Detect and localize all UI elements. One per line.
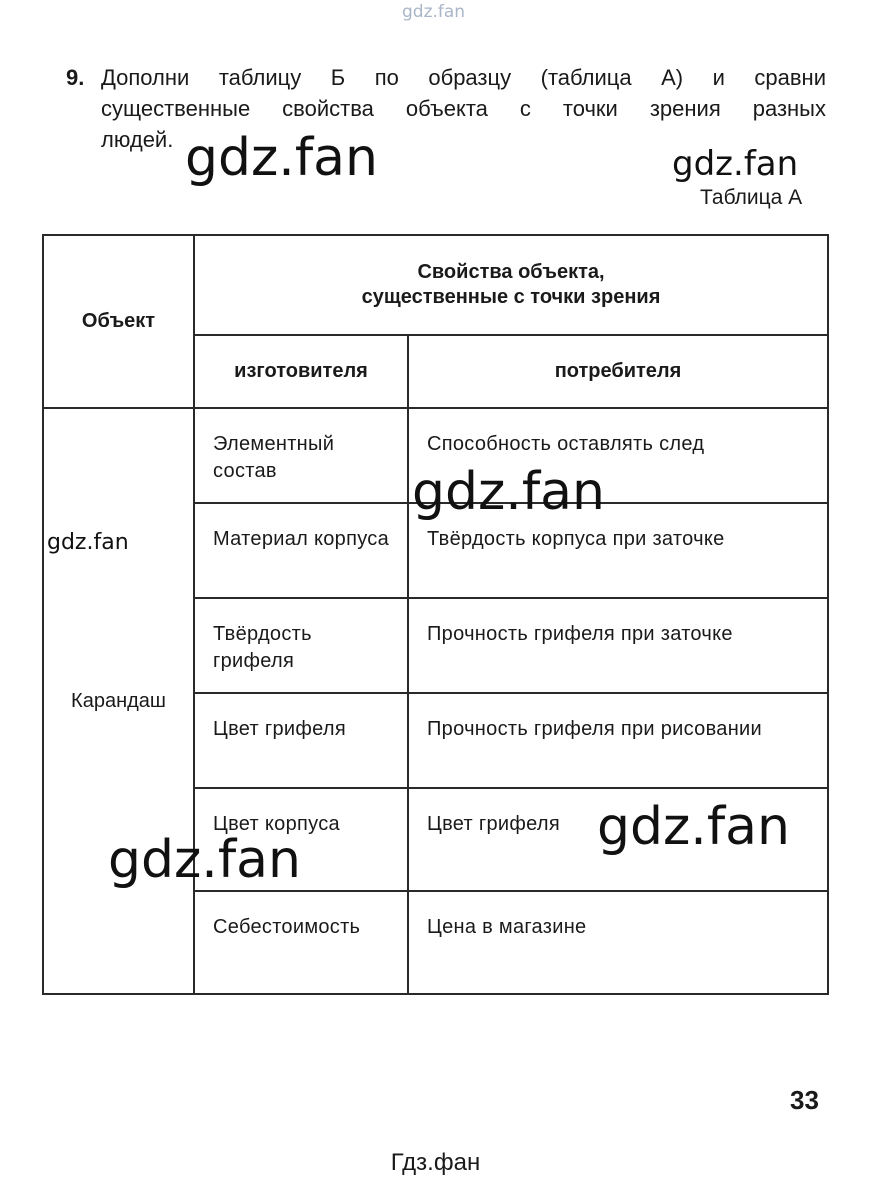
- watermark-4: gdz.fan: [47, 530, 129, 555]
- task-line-3: людей.: [101, 127, 174, 152]
- header-consumer: потребителя: [408, 335, 828, 408]
- table-caption: Таблица А: [700, 186, 803, 209]
- watermark-3: gdz.fan: [412, 462, 605, 522]
- header-properties: [194, 235, 828, 335]
- row-4-manufacturer: Цвет грифеля: [194, 693, 408, 788]
- row-2-consumer: Твёрдость корпуса при заточке: [408, 503, 828, 598]
- header-properties-line2: существенные с точки зрения: [361, 286, 661, 308]
- header-object: Объект: [43, 235, 194, 408]
- footer-text: Гдз.фан: [390, 1149, 481, 1176]
- object-cell: [43, 408, 194, 994]
- header-properties-line1: Свойства объекта,: [417, 261, 605, 283]
- header-manufacturer: изготовителя: [194, 335, 408, 408]
- watermark-5: gdz.fan: [597, 797, 790, 857]
- row-1-consumer: Способность оставлять след: [408, 408, 828, 503]
- page-number: 33: [790, 1085, 819, 1115]
- watermark-top: gdz.fan: [402, 2, 466, 22]
- task-number: 9.: [66, 65, 85, 90]
- watermark-1: gdz.fan: [185, 128, 378, 188]
- watermark-2: gdz.fan: [672, 144, 799, 184]
- row-1-manufacturer: Элементный состав: [194, 408, 408, 503]
- task-line-2: существенные свойства объекта с точки зрения разных: [101, 96, 826, 121]
- row-4-consumer: Прочность грифеля при рисовании: [408, 693, 828, 788]
- row-5-consumer: Цвет грифеля: [408, 788, 828, 891]
- row-6-manufacturer: Себестоимость: [194, 891, 408, 994]
- row-5-manufacturer: Цвет корпуса: [194, 788, 408, 891]
- row-2-manufacturer: Материал корпуса: [194, 503, 408, 598]
- row-6-consumer: Цена в магазине: [408, 891, 828, 994]
- row-3-manufacturer: Твёрдость грифеля: [194, 598, 408, 693]
- watermark-6: gdz.fan: [108, 830, 301, 890]
- task-line-1: Дополни таблицу Б по образцу (таблица А) и сравни: [101, 65, 826, 90]
- object-name: Карандаш: [71, 689, 166, 712]
- row-3-consumer: Прочность грифеля при заточке: [408, 598, 828, 693]
